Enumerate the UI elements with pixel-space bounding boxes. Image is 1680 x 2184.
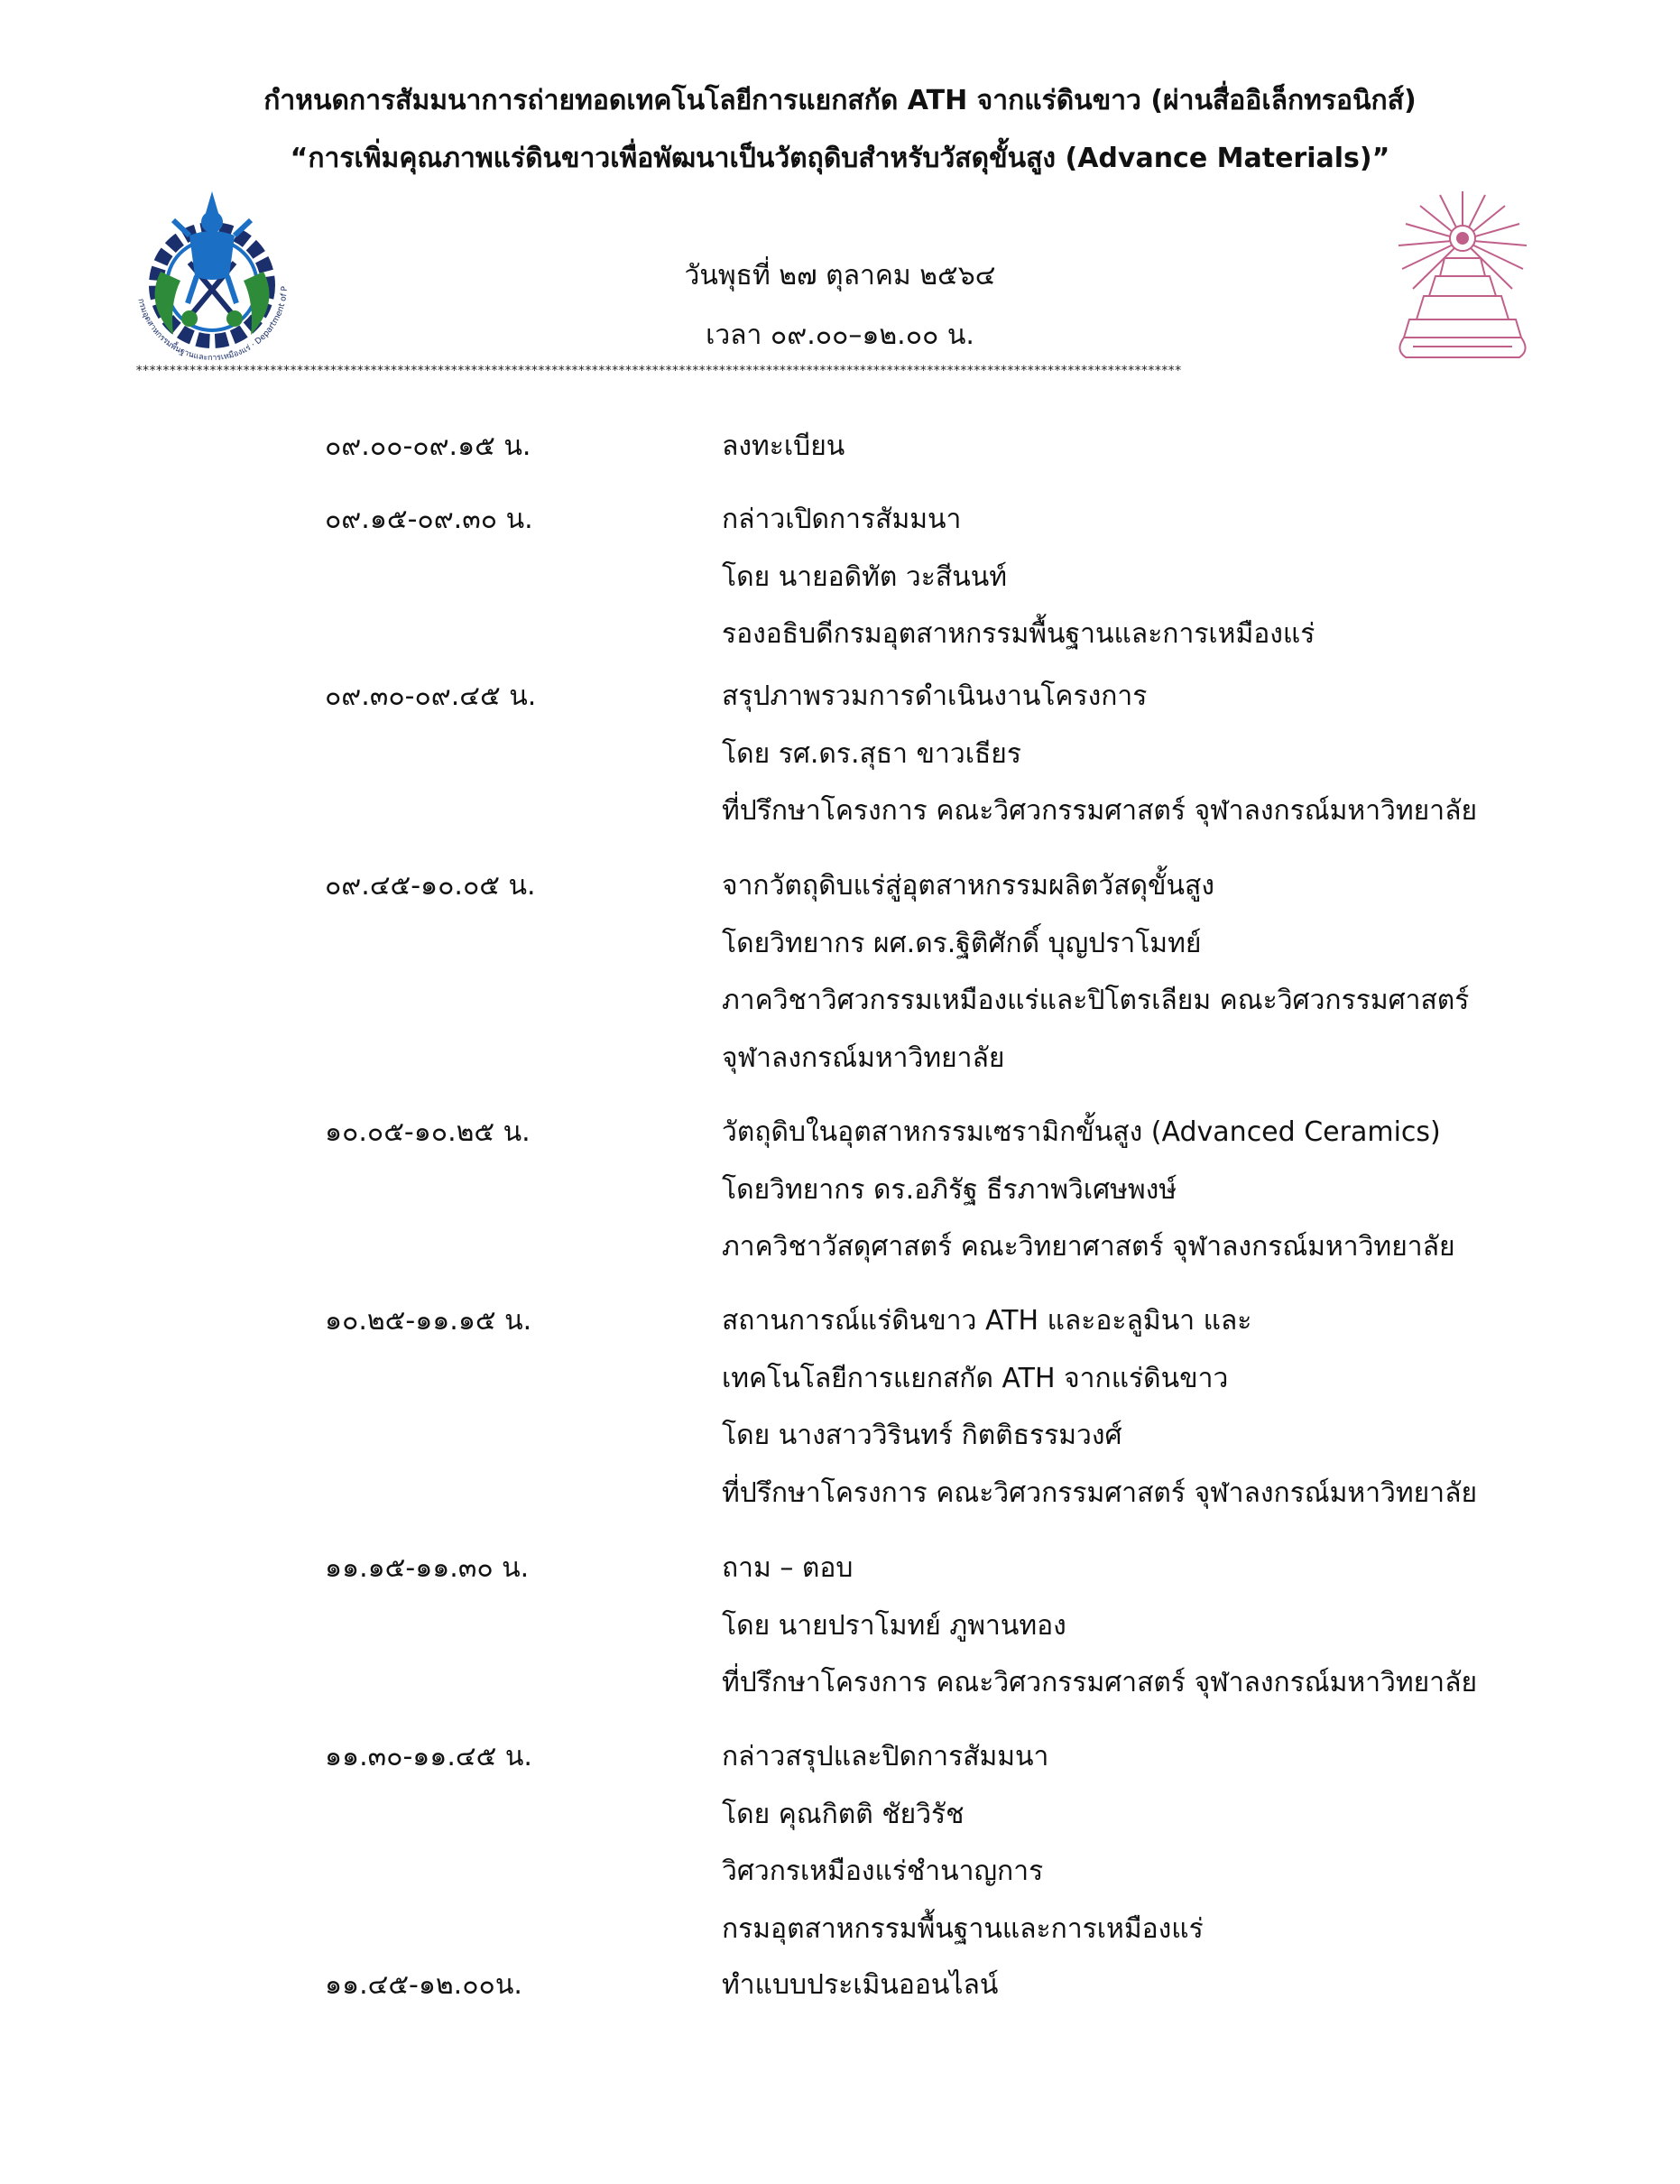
schedule-detail-line: กรมอุตสาหกรรมพื้นฐานและการเหมืองแร่ <box>722 1912 1204 1945</box>
schedule-detail-line: ภาควิชาวิศวกรรมเหมืองแร่และปิโตรเลียม คณะวิศวกรรมศาสตร์ <box>722 985 1470 1016</box>
schedule-details <box>722 1739 1204 1968</box>
schedule-detail-line: ที่ปรึกษาโครงการ คณะวิศวกรรมศาสตร์ จุฬาลงกรณ์มหาวิทยาลัย <box>722 1476 1478 1509</box>
schedule-topic: วัตถุดิบในอุตสาหกรรมเซรามิกขั้นสูง (Advanced Ceramics) <box>722 1116 1441 1148</box>
header-divider: ************************************************************************************************************************************************************ <box>135 365 1181 377</box>
dpim-logo-text: กรมอุตสาหกรรมพื้นฐานและการเหมืองแร่ · Department of P <box>135 286 291 363</box>
schedule-time: ๑๑.๑๕-๑๑.๓๐ น. <box>325 1552 530 1584</box>
schedule-details <box>722 429 845 486</box>
document-title: กำหนดการสัมมนาการถ่ายทอดเทคโนโลยีการแยกสกัด ATH จากแร่ดินขาว (ผ่านสื่ออิเล็กทรอนิกส์) <box>263 85 1417 116</box>
schedule-detail-line: วิศวกรเหมืองแร่ชำนาญการ <box>722 1855 1044 1887</box>
schedule-topic: ลงทะเบียน <box>722 430 845 462</box>
schedule-topic: กล่าวเปิดการสัมมนา <box>722 504 962 535</box>
schedule-detail-line: โดย นายอดิทัต วะสีนนท์ <box>722 560 1007 593</box>
schedule-details <box>722 1115 1455 1287</box>
schedule-time: ๐๙.๔๕-๑๐.๐๕ น. <box>325 870 536 902</box>
schedule-detail-line: ภาควิชาวัสดุศาสตร์ คณะวิทยาศาสตร์ จุฬาลงกรณ์มหาวิทยาลัย <box>722 1231 1455 1263</box>
schedule-details <box>722 1550 1477 1723</box>
schedule-time: ๑๑.๓๐-๑๑.๔๕ น. <box>325 1741 532 1772</box>
schedule-details <box>722 502 1315 674</box>
schedule-time: ๐๙.๓๐-๐๙.๔๕ น. <box>325 680 537 712</box>
schedule-detail-line: จุฬาลงกรณ์มหาวิทยาลัย <box>722 1041 1005 1074</box>
schedule-detail-line: ที่ปรึกษาโครงการ คณะวิศวกรรมศาสตร์ จุฬาลงกรณ์มหาวิทยาลัย <box>722 795 1478 827</box>
schedule-detail-line: เทคโนโลยีการแยกสกัด ATH จากแร่ดินขาว <box>722 1362 1229 1394</box>
schedule-detail-line: โดย รศ.ดร.สุธา ขาวเธียร <box>722 737 1021 770</box>
schedule-time: ๐๙.๐๐-๐๙.๑๕ น. <box>325 430 531 462</box>
schedule-time: ๑๑.๔๕-๑๒.๐๐น. <box>325 1969 522 2001</box>
schedule-topic: สถานการณ์แร่ดินขาว ATH และอะลูมินา และ <box>722 1305 1252 1337</box>
document-subtitle: “การเพิ่มคุณภาพแร่ดินขาวเพื่อพัฒนาเป็นวัตถุดิบสำหรับวัสดุขั้นสูง (Advance Materials)” <box>290 143 1390 174</box>
schedule-details <box>722 679 1477 851</box>
schedule-time: ๑๐.๐๕-๑๐.๒๕ น. <box>325 1116 531 1148</box>
schedule-detail-line: โดย คุณกิตติ ชัยวิรัช <box>722 1798 965 1830</box>
schedule-topic: ถาม – ตอบ <box>722 1552 854 1584</box>
schedule-time: ๑๐.๒๕-๑๑.๑๕ น. <box>325 1305 532 1337</box>
schedule-topic: จากวัตถุดิบแร่สู่อุตสาหกรรมผลิตวัสดุขั้นสูง <box>722 870 1215 902</box>
schedule-detail-line: ที่ปรึกษาโครงการ คณะวิศวกรรมศาสตร์ จุฬาลงกรณ์มหาวิทยาลัย <box>722 1667 1478 1698</box>
schedule-topic: ทำแบบประเมินออนไลน์ <box>722 1969 999 2001</box>
schedule-time: ๐๙.๑๕-๐๙.๓๐ น. <box>325 504 533 535</box>
schedule-detail-line: โดยวิทยากร ดร.อภิรัฐ ธีรภาพวิเศษพงษ์ <box>722 1173 1177 1206</box>
schedule-topic: กล่าวสรุปและปิดการสัมมนา <box>722 1741 1049 1772</box>
schedule-details <box>722 1967 998 2025</box>
schedule-details <box>722 868 1469 1097</box>
schedule-detail-line: รองอธิบดีกรมอุตสาหกรรมพื้นฐานและการเหมืองแร่ <box>722 618 1315 650</box>
schedule-details <box>722 1303 1477 1532</box>
schedule-detail-line: โดย นายปราโมทย์ ภูพานทอง <box>722 1609 1066 1642</box>
event-time: เวลา ๐๙.๐๐–๑๒.๐๐ น. <box>706 319 974 351</box>
event-date: วันพุธที่ ๒๗ ตุลาคม ๒๕๖๔ <box>684 260 996 292</box>
schedule-detail-line: โดย นางสาววิรินทร์ กิตติธรรมวงศ์ <box>722 1420 1122 1451</box>
schedule-topic: สรุปภาพรวมการดำเนินงานโครงการ <box>722 680 1148 712</box>
schedule-detail-line: โดยวิทยากร ผศ.ดร.ฐิติศักดิ์ บุญปราโมทย์ <box>722 927 1202 959</box>
